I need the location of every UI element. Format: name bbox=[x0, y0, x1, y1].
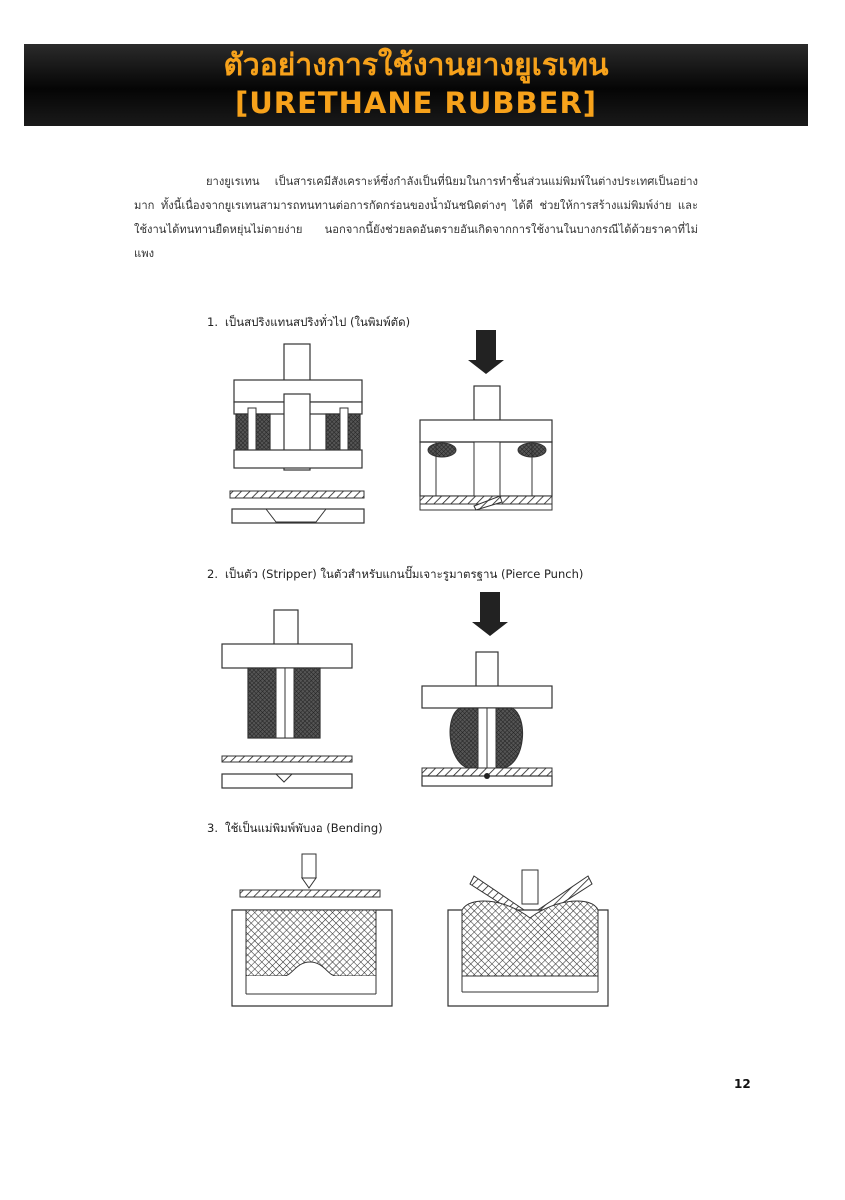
example-3-caption bbox=[207, 820, 383, 838]
example-2-number: 2. bbox=[207, 567, 218, 581]
example-3-text: ใช้เป็นแม่พิมพ์พับงอ (Bending) bbox=[225, 821, 383, 835]
page-title-thai: ตัวอย่างการใช้งานยางยูเรเทน bbox=[223, 48, 609, 83]
spring-die-closed-diagram bbox=[414, 328, 574, 512]
spring-die-open-diagram bbox=[226, 328, 366, 526]
example-1-number: 1. bbox=[207, 315, 218, 329]
bending-closed-diagram bbox=[446, 868, 612, 1010]
page-number: 12 bbox=[734, 1077, 751, 1091]
example-1-text: เป็นสปริงแทนสปริงทั่วไป (ในพิมพ์ตัด) bbox=[225, 315, 411, 329]
intro-section bbox=[134, 170, 698, 266]
bending-open-diagram bbox=[230, 852, 396, 1010]
example-2-caption bbox=[207, 566, 583, 584]
intro-paragraph: ยางยูเรเทน เป็นสารเคมีสังเคราะห์ซึ่งกำลังเป็นที่นิยมในการทำชิ้นส่วนแม่พิมพ์ในต่างประเทศเป็นอย่างมาก ทั้งนี้เนื่องจากยูเรเทนสามารถทนทานต่อการกัดกร่อนของน้ำมันชนิดต่างๆ ได้ดี ช่วยให้การสร้างแม่พิมพ์ง่าย และใช้งานได้ทนทานยืดหยุ่นไม่ตายง่าย นอกจากนี้ยังช่วยลดอันตรายอันเกิดจากการใช้งานในบางกรณีได้ด้วยราคาที่ไม่แพง bbox=[134, 175, 698, 260]
stripper-closed-diagram bbox=[418, 590, 558, 790]
stripper-open-diagram bbox=[218, 604, 358, 790]
example-2-text: เป็นตัว (Stripper) ในตัวสำหรับแกนปั๊มเจาะรูมาตรฐาน (Pierce Punch) bbox=[225, 567, 584, 581]
example-3-number: 3. bbox=[207, 821, 218, 835]
page-title-english: [URETHANE RUBBER] bbox=[234, 86, 598, 120]
title-banner bbox=[24, 44, 808, 126]
